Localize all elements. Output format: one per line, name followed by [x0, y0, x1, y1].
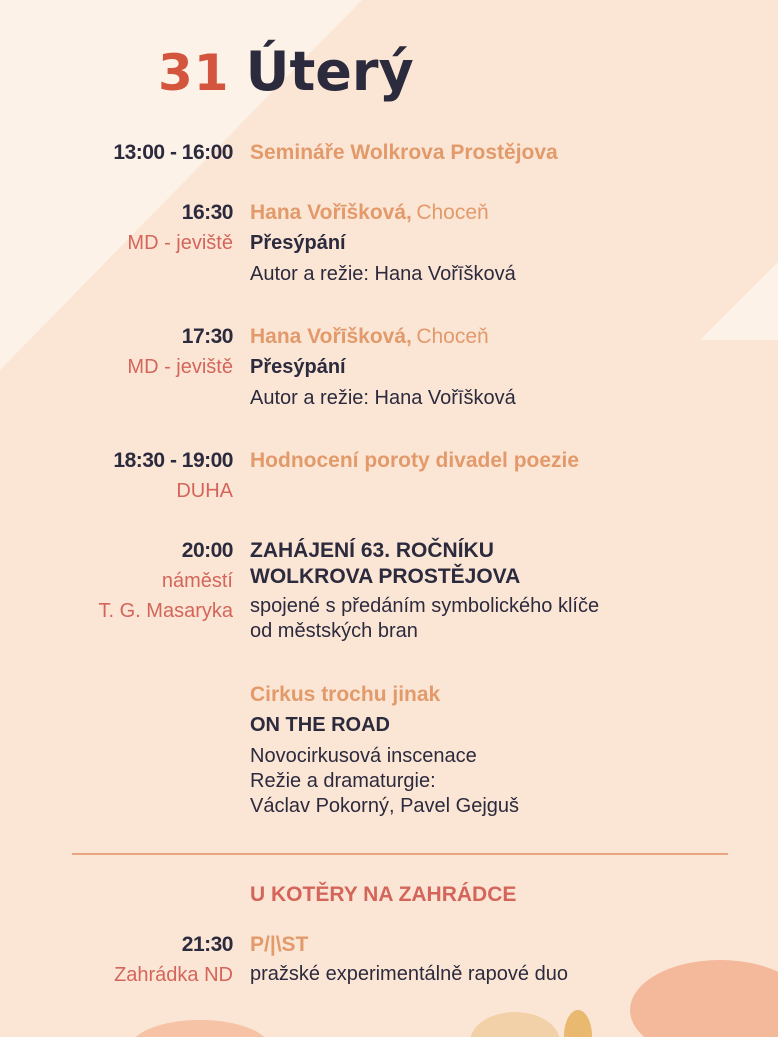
event-time: 18:30 - 19:00 [113, 449, 233, 472]
event-city: Choceň [416, 325, 489, 348]
event-name: Přesýpání [250, 232, 346, 254]
event-description-line1: spojené s předáním symbolického klíče [250, 595, 600, 617]
event-name: ON THE ROAD [250, 714, 390, 736]
event-title: P/|\ST [250, 933, 309, 956]
event-place: DUHA [176, 480, 233, 502]
day-number: 31 [158, 44, 230, 102]
event-performer: Hana Vořīšková, [250, 325, 412, 348]
event-title: Semináře Wolkrova Prostějova [250, 141, 558, 164]
event-time: 21:30 [181, 933, 233, 956]
event-place-line1: náměstí [161, 570, 233, 592]
event-place-line2: T. G. Masaryka [98, 600, 233, 622]
section-title: U KOTĚRY NA ZAHRÁDCE [250, 883, 517, 906]
event-performer: Hana Vořīšková, [250, 201, 412, 224]
event-description-line2: Režie a dramaturgie: [250, 770, 436, 792]
event-description: Autor a režie: Hana Vořīšková [250, 387, 516, 409]
day-header [158, 40, 414, 120]
event-place: MD - jeviště [127, 356, 233, 378]
event-place: Zahrádka ND [114, 964, 233, 986]
event-time: 17:30 [181, 325, 233, 348]
section-divider [72, 853, 728, 855]
event-time: 20:00 [181, 539, 233, 562]
event-title-line1: ZAHÁJENÍ 63. ROČNÍKU [250, 539, 494, 562]
event-description: Autor a režie: Hana Vořīšková [250, 263, 516, 285]
event-time: 16:30 [181, 201, 233, 224]
event-description-line3: Václav Pokorný, Pavel Gejguš [250, 795, 520, 817]
event-city: Choceň [416, 201, 489, 224]
event-time: 13:00 - 16:00 [113, 141, 233, 164]
event-description-line1: Novocirkusová inscenace [250, 745, 477, 767]
event-title-line2: WOLKROVA PROSTĚJOVA [250, 565, 521, 588]
day-name: Úterý [245, 40, 414, 103]
event-description-line2: od městských bran [250, 620, 418, 642]
event-performer: Cirkus trochu jinak [250, 683, 441, 706]
event-name: Přesýpání [250, 356, 346, 378]
event-description: pražské experimentálně rapové duo [250, 963, 568, 985]
event-title: Hodnocení poroty divadel poezie [250, 449, 580, 472]
event-place: MD - jeviště [127, 232, 233, 254]
